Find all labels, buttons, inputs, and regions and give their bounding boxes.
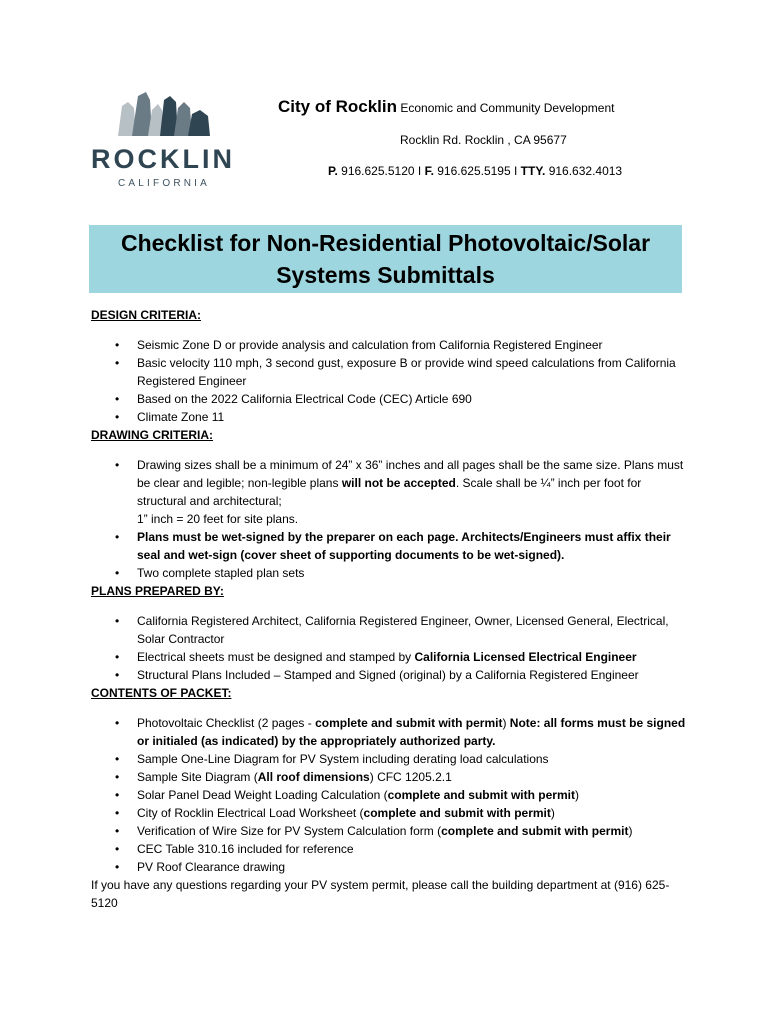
checklist-body: [91, 306, 691, 912]
item-emphasis: complete and submit with permit: [387, 788, 575, 802]
item-text: Photovoltaic Checklist (2 pages -: [137, 716, 316, 730]
item-text: ) CFC 1205.2.1: [369, 770, 452, 784]
document-title: [89, 225, 682, 293]
electrical-sheets-text: Electrical sheets must be designed and stamped by: [137, 650, 415, 664]
list-item: [91, 456, 691, 528]
list-item: • Sample One-Line Diagram for PV System including derating load calculations: [91, 750, 691, 768]
rocklin-logo: [88, 92, 238, 192]
header-org-line: [278, 97, 748, 117]
title-line-2: Systems Submittals: [276, 262, 495, 288]
item-emphasis: complete and submit with permit: [315, 716, 503, 730]
item-emphasis: complete and submit with permit: [441, 824, 629, 838]
plans-prepared-heading: PLANS PREPARED BY:: [91, 584, 224, 598]
list-item: • PV Roof Clearance drawing: [91, 858, 691, 876]
tty-number: 916.632.4013: [548, 164, 623, 178]
list-item: • Structural Plans Included – Stamped and Signed (original) by a California Registered Engineer: [91, 666, 691, 684]
fax-number: 916.625.5195: [437, 164, 511, 178]
list-item: [91, 714, 691, 750]
logo-subtitle: CALIFORNIA: [118, 178, 211, 189]
fax-label: F.: [424, 164, 434, 178]
list-item: [91, 804, 691, 822]
department-name: Economic and Community Development: [400, 101, 615, 115]
engineer-type-text: California Licensed Electrical Engineer: [414, 650, 637, 664]
item-text: Verification of Wire Size for PV System Calculation form (: [137, 824, 442, 838]
plans-prepared-list: [91, 612, 691, 684]
site-scale-text: 1” inch = 20 feet for site plans.: [137, 512, 299, 526]
scale-text: . Scale shall be ¼” inch per foot for structural and architectural;: [137, 476, 642, 508]
list-item: [91, 528, 691, 564]
item-text: City of Rocklin Electrical Load Worksheet (: [137, 806, 364, 820]
phone-label: P.: [328, 164, 338, 178]
header-address: Rocklin Rd. Rocklin , CA 95677: [400, 133, 567, 147]
list-item: • CEC Table 310.16 included for reference: [91, 840, 691, 858]
design-criteria-list: [91, 336, 691, 426]
phone-number: 916.625.5120: [341, 164, 415, 178]
list-item: • Two complete stapled plan sets: [91, 564, 691, 582]
org-name: City of Rocklin: [278, 97, 398, 116]
list-item: • California Registered Architect, California Registered Engineer, Owner, Licensed General, Electrical, Solar Contractor: [91, 612, 691, 648]
list-item: [91, 768, 691, 786]
logo-wordmark: ROCKLIN: [91, 144, 235, 174]
tty-label: TTY.: [520, 164, 546, 178]
list-item: • Basic velocity 110 mph, 3 second gust, exposure B or provide wind speed calculations from California Registered Engineer: [91, 354, 691, 390]
forms-note: Note: all forms must be signed or initialed (as indicated) by the appropriately authorized party.: [137, 716, 686, 748]
item-text: Solar Panel Dead Weight Loading Calculation (: [137, 788, 388, 802]
drawing-size-text: Drawing sizes shall be a minimum of 24” x 36” inches and all pages shall be the same size. Plans must be clear and legible; non-legible plans: [137, 458, 684, 490]
item-text: Sample Site Diagram (: [137, 770, 258, 784]
list-item: • Seismic Zone D or provide analysis and calculation from California Registered Engineer: [91, 336, 691, 354]
design-criteria-heading: DESIGN CRITERIA:: [91, 308, 202, 322]
contents-list: [91, 714, 691, 876]
item-emphasis: complete and submit with permit: [363, 806, 551, 820]
item-text: ): [628, 824, 633, 838]
item-emphasis: All roof dimensions: [257, 770, 370, 784]
item-text: ): [574, 788, 579, 802]
item-text: ): [502, 716, 510, 730]
header-contacts: P. 916.625.5120 I F. 916.625.5195 I TTY. 916.632.4013: [328, 164, 623, 178]
item-text: ): [550, 806, 555, 820]
not-accepted-text: will not be accepted: [341, 476, 456, 490]
drawing-criteria-list: [91, 456, 691, 582]
list-item: • Based on the 2022 California Electrical Code (CEC) Article 690: [91, 390, 691, 408]
drawing-criteria-heading: DRAWING CRITERIA:: [91, 428, 213, 442]
list-item: [91, 648, 691, 666]
footer-contact-note: If you have any questions regarding your PV system permit, please call the building department at (916) 625-5120: [91, 878, 670, 910]
list-item: • Climate Zone 11: [91, 408, 691, 426]
list-item: [91, 786, 691, 804]
title-line-1: Checklist for Non-Residential Photovoltaic/Solar: [120, 230, 651, 256]
contents-heading: CONTENTS OF PACKET:: [91, 686, 232, 700]
rock-formation-icon: [118, 92, 210, 136]
list-item: [91, 822, 691, 840]
wet-sign-text: Plans must be wet-signed by the preparer on each page. Architects/Engineers must affix their seal and wet-sign (cover sheet of supporting documents to be wet-signed).: [137, 530, 671, 562]
